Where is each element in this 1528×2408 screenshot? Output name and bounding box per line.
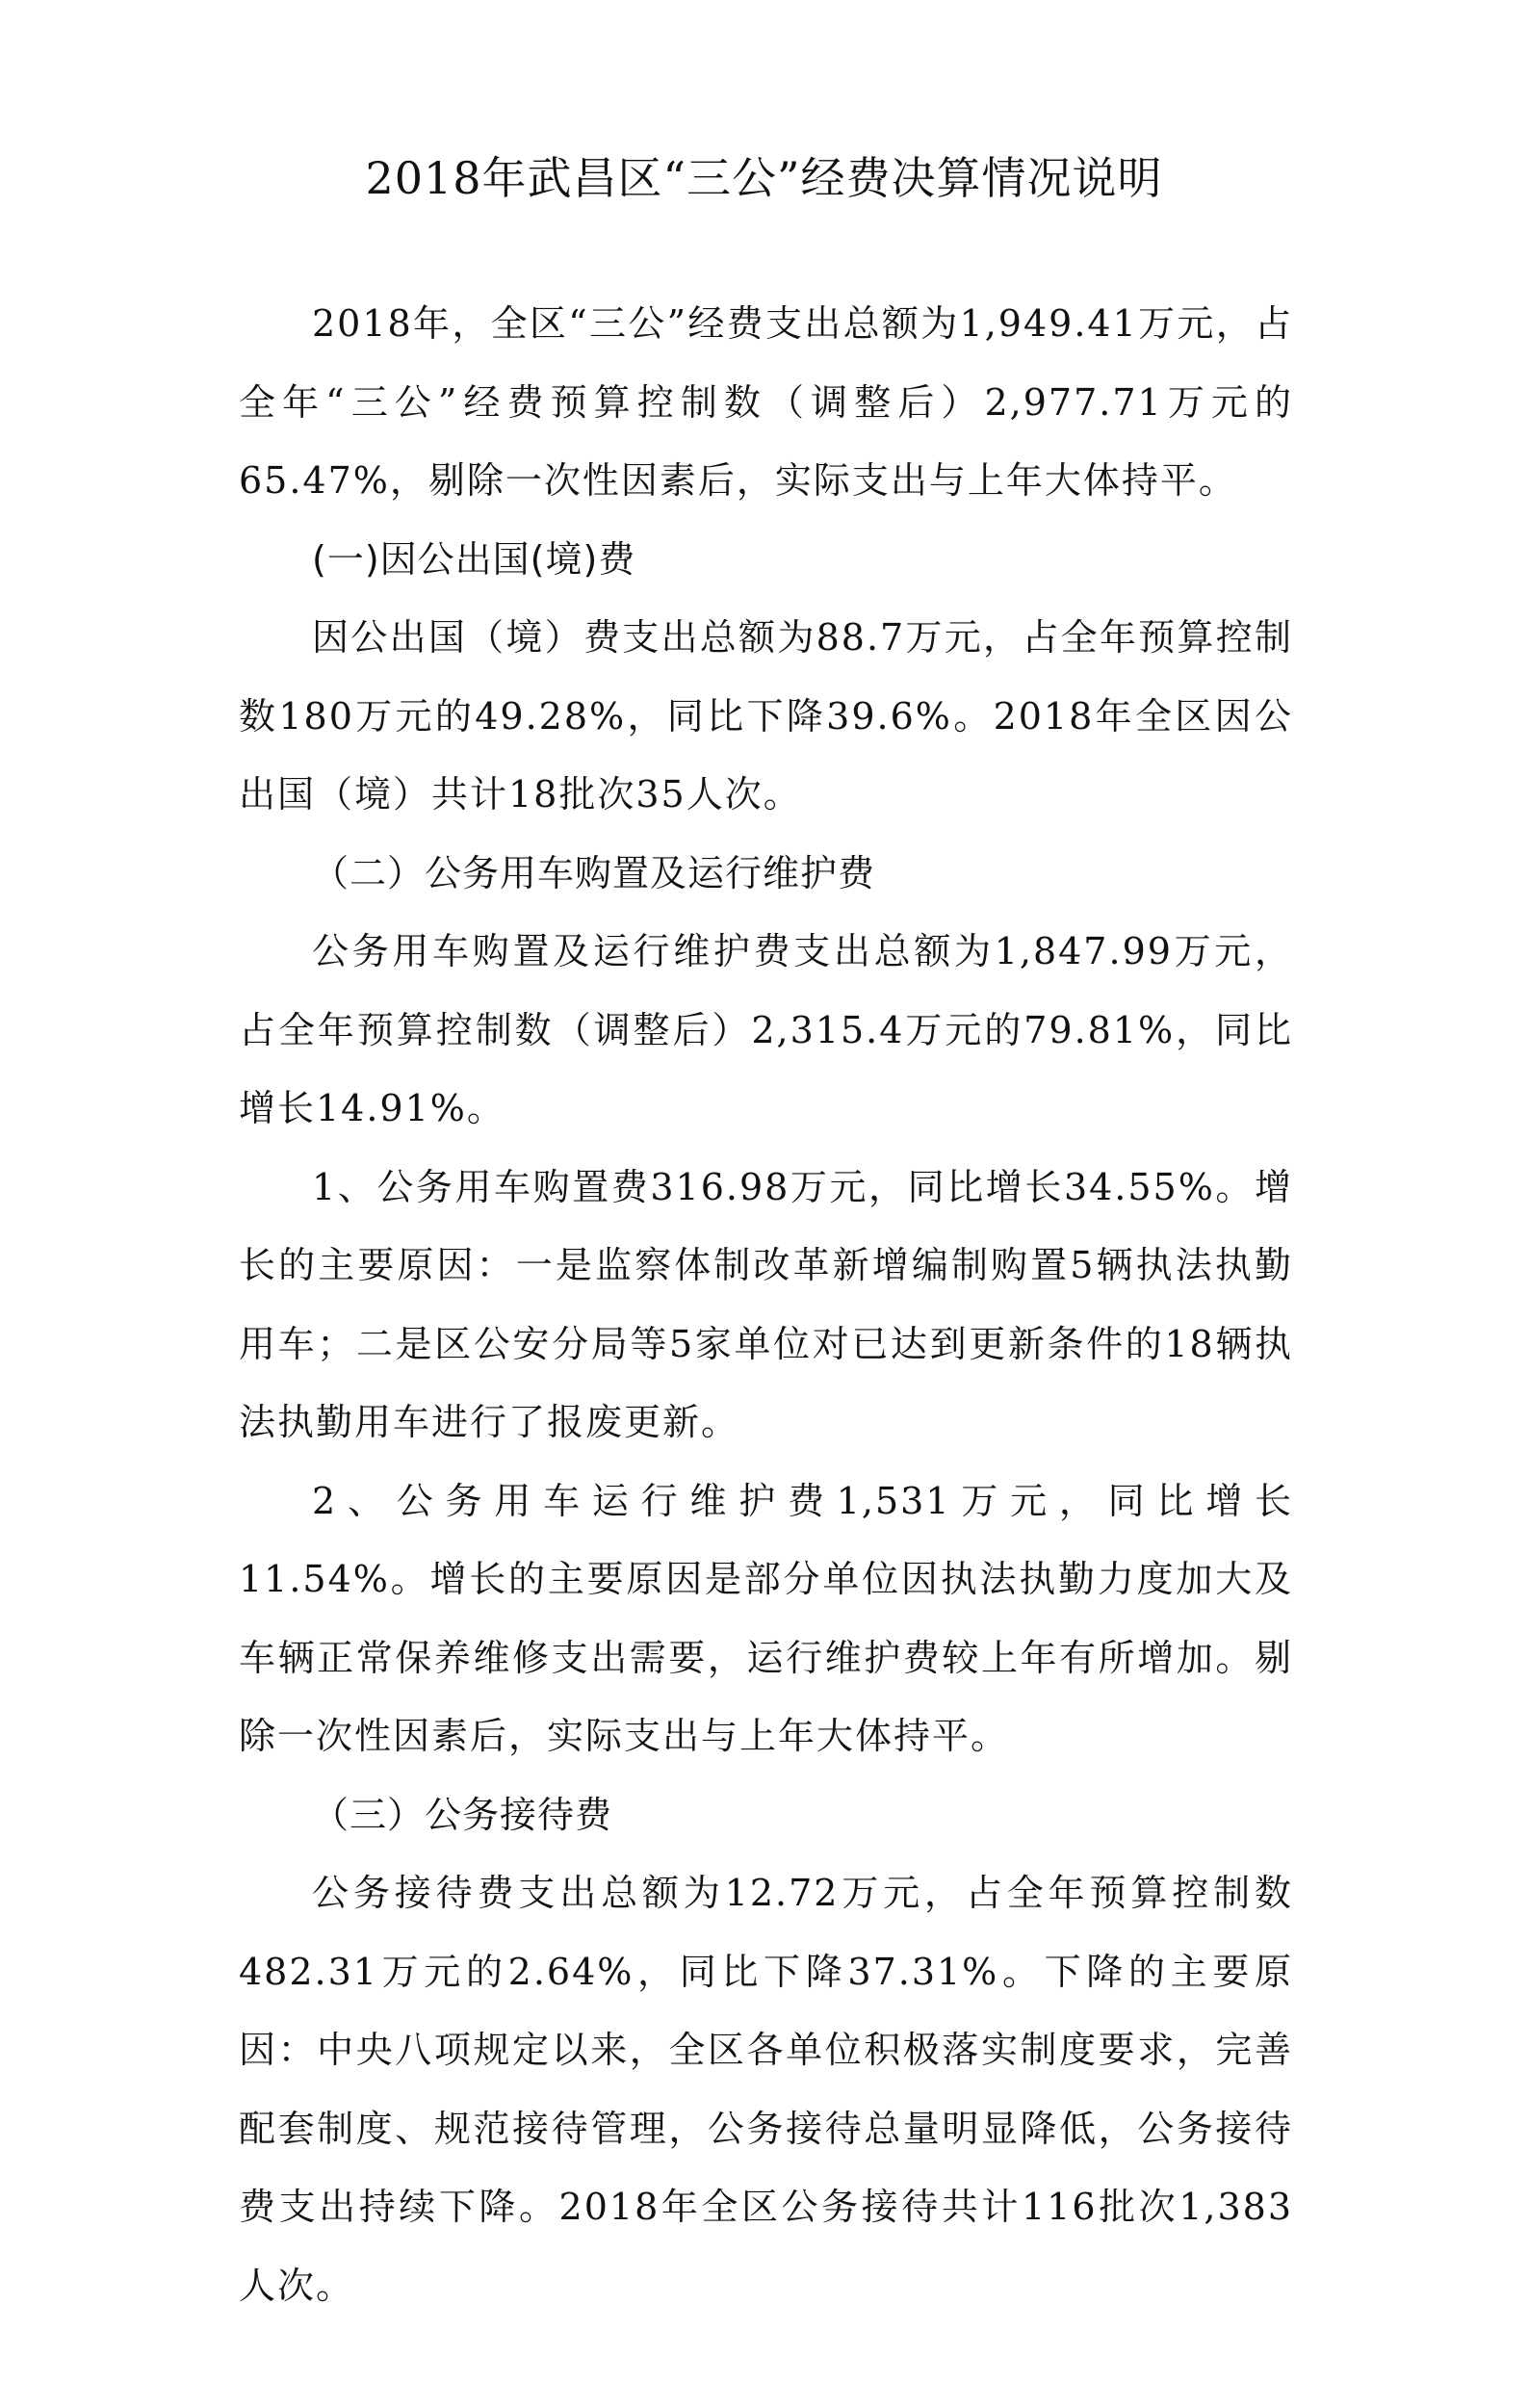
document-body [239, 285, 1293, 2325]
paragraph: 公务用车购置及运行维护费支出总额为1,847.99万元，占全年预算控制数（调整后）2,315.4万元的79.81%，同比增长14.91%。 [239, 930, 1293, 1129]
intro-paragraph: 2018年，全区“三公”经费支出总额为1,949.41万元，占全年“三公”经费预算控制数（调整后）2,977.71万元的65.47%，剔除一次性因素后，实际支出与上年大体持平。 [239, 302, 1293, 502]
document-title: 2018年武昌区“三公”经费决算情况说明 [365, 152, 1163, 204]
paragraph: 1、公务用车购置费316.98万元，同比增长34.55%。增长的主要原因：一是监察体制改革新增编制购置5辆执法执勤用车；二是区公安分局等5家单位对已达到更新条件的18辆执法执勤用车进行了报废更新。 [239, 1165, 1293, 1443]
section-heading-travel-abroad: (一)因公出国(境)费 [312, 537, 636, 581]
section-heading-official-vehicles: （二）公务用车购置及运行维护费 [312, 851, 876, 894]
paragraph: 因公出国（境）费支出总额为88.7万元，占全年预算控制数180万元的49.28%，同比下降39.6%。2018年全区因公出国（境）共计18批次35人次。 [239, 616, 1293, 816]
section-heading-official-reception: （三）公务接待费 [312, 1793, 613, 1836]
paragraph: 公务接待费支出总额为12.72万元，占全年预算控制数482.31万元的2.64%，同比下降37.31%。下降的主要原因：中央八项规定以来，全区各单位积极落实制度要求，完善配套制度、规范接待管理，公务接待总量明显降低，公务接待费支出持续下降。2018年全区公务接待共计116批次1,383人次。 [239, 1872, 1293, 2307]
paragraph: 2、公务用车运行维护费1,531万元，同比增长11.54%。增长的主要原因是部分单位因执法执勤力度加大及车辆正常保养维修支出需要，运行维护费较上年有所增加。剔除一次性因素后，实际支出与上年大体持平。 [239, 1479, 1293, 1757]
